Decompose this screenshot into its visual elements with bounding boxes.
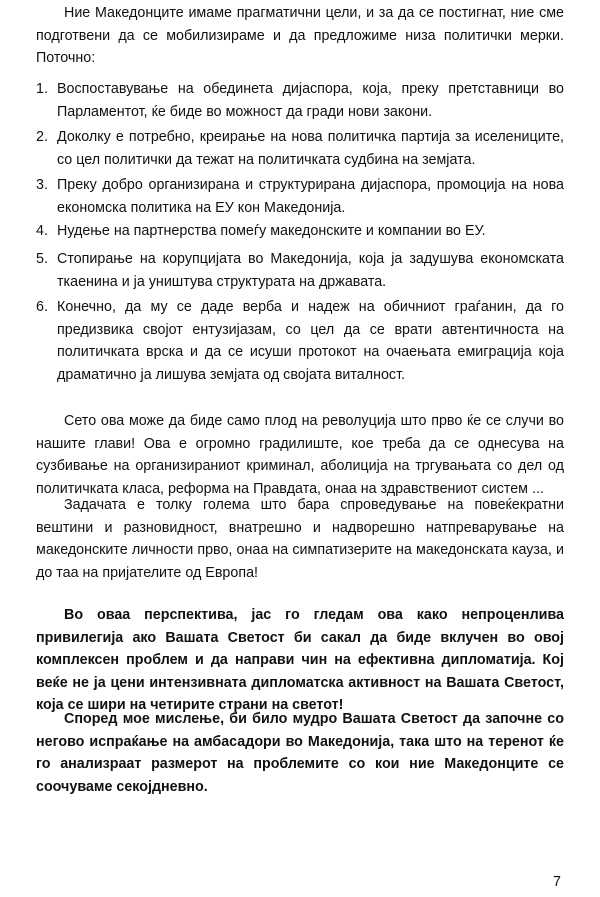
list-item-text: Стопирање на корупцијата во Македонија, која ја задушува економската ткаенина и ја уништува структурата на државата. bbox=[57, 251, 564, 290]
list-item-number: 3. bbox=[36, 177, 48, 193]
list-item-text: Нудење на партнерства помеѓу македонските и компании во ЕУ. bbox=[57, 223, 486, 239]
perspective-paragraph: Во оваа перспектива, јас го гледам ова како непроценлива привилегија ако Вашата Светост би сакал да биде вклучен во овој комплексен проблем и да направи чин на ефективна дипломатија. Кој веќе не ја цени интензивната дипломатска активност на Вашата Светост, која се шири на четирите страни на светот! bbox=[36, 607, 564, 713]
list-item bbox=[36, 126, 564, 171]
list-item bbox=[36, 220, 564, 243]
task-paragraph: Задачата е толку голема што бара спроведување на повеќекратни вештини и разновидност, внатрешно и надворешно натпреварување на македонските личности прво, онаа на симпатизерите на македонската кауза, и до таа на пријателите од Европа! bbox=[36, 497, 564, 581]
list-item-number: 5. bbox=[36, 251, 48, 267]
list-item-number: 6. bbox=[36, 299, 48, 315]
list-item bbox=[36, 248, 564, 293]
list-item bbox=[36, 296, 564, 386]
list-item-text: Преку добро организирана и структурирана дијаспора, промоција на нова економска политика на ЕУ кон Македонија. bbox=[57, 177, 564, 216]
opinion-paragraph: Според мое мислење, би било мудро Вашата Светост да започне со негово испраќање на амбасадори во Македонија, така што на теренот ќе го анализраат размерот на проблемите со кои ние Македонците се соочуваме секојдневно. bbox=[36, 711, 564, 795]
page-number: 7 bbox=[553, 874, 561, 890]
list-item-text: Воспоставување на обединета дијаспора, која, преку претставници во Парламентот, ќе биде во можност да гради нови закони. bbox=[57, 81, 564, 120]
list-item-number: 1. bbox=[36, 81, 48, 97]
list-item-number: 2. bbox=[36, 129, 48, 145]
list-item bbox=[36, 174, 564, 219]
revolution-paragraph: Сето ова може да биде само плод на револуција што прво ќе се случи во нашите глави! Ова е огромно градилиште, кое треба да се однесува на сузбивање на организираниот криминал, аболиција на тргувањата со дел од политичката класа, реформа на Правдата, онаа на здравствениот систем ... bbox=[36, 413, 564, 497]
list-item-text: Конечно, да му се даде верба и надеж на обичниот граѓанин, да го предизвика својот ентузијазам, со цел да се врати автентичноста на политичката врска и да се исуши протокот на очаењата емиграција која драматично ја лишува земјата од својата виталност. bbox=[57, 299, 564, 383]
intro-paragraph: Ние Македонците имаме прагматични цели, и за да се постигнат, ние сме подготвени да се мобилизираме и да предложиме низа политички мерки. Поточно: bbox=[36, 5, 564, 66]
list-item-number: 4. bbox=[36, 223, 48, 239]
list-item bbox=[36, 78, 564, 123]
list-item-text: Доколку е потребно, креирање на нова политичка партија за иселениците, со цел политички да тежат на политичката судбина на земјата. bbox=[57, 129, 564, 168]
